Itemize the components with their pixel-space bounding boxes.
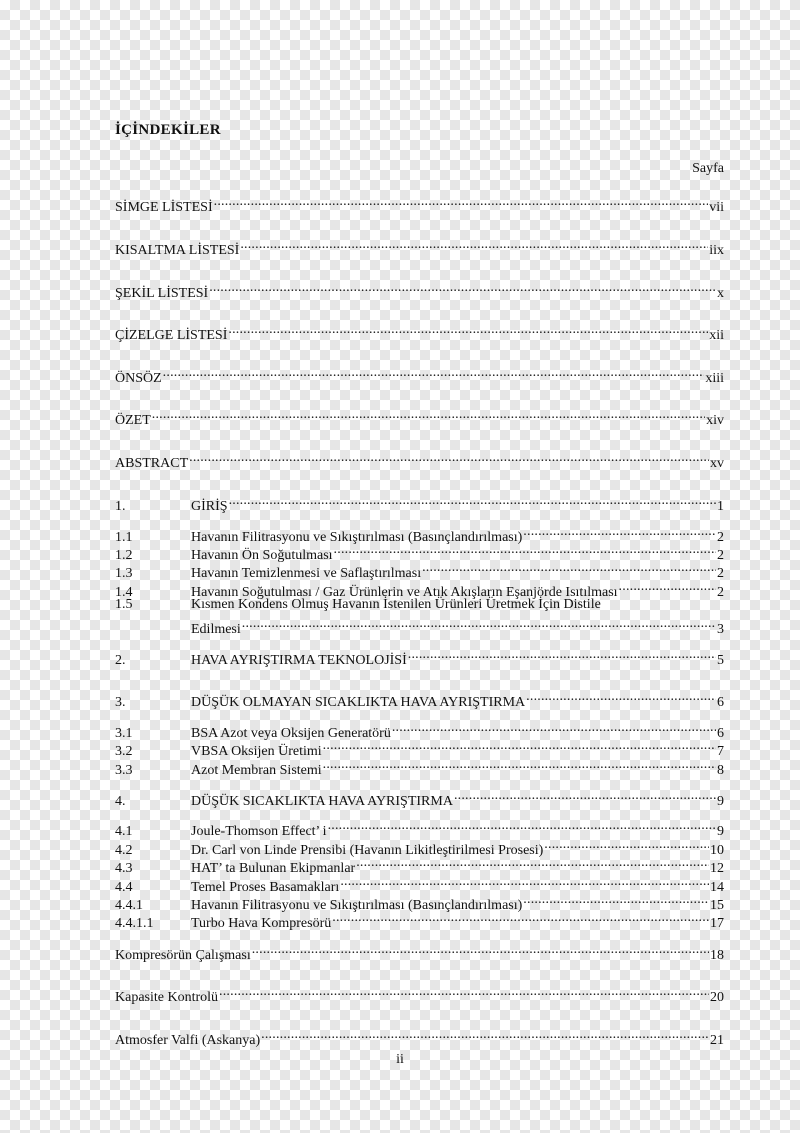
toc-entry[interactable] [115,1026,724,1048]
entry-title: ÖZET [115,413,151,428]
dot-leader [242,615,716,633]
toc-entry[interactable] [115,756,724,778]
entry-number: 4.1 [115,824,133,839]
entry-title: Havanın Soğutulması / Gaz Ürünlerin ve Atık Akışların Eşanjörde Isıtılması [191,585,618,600]
dot-leader [323,756,716,774]
dot-leader [229,492,716,510]
entry-page: 8 [717,763,724,778]
entry-page: xiii [705,371,724,386]
toc-entry[interactable] [115,578,724,600]
entry-title: Havanın Ön Soğutulması [191,548,333,563]
toc-entry[interactable] [115,193,724,215]
dot-leader [544,836,709,854]
entry-page: 15 [710,898,724,913]
entry-number: 4.3 [115,861,133,876]
toc-entry[interactable] [115,854,724,876]
dot-leader [219,983,709,1001]
entry-page: 21 [710,1033,724,1048]
entry-title: Turbo Hava Kompresörü [191,916,332,931]
dot-leader [328,817,716,835]
entry-page: 17 [710,916,724,931]
toc-entry[interactable] [115,737,724,759]
entry-page: 3 [717,622,724,637]
toc-entry[interactable] [115,891,724,913]
entry-title: ÇİZELGE LİSTESİ [115,328,228,343]
entry-number: 3.2 [115,744,133,759]
entry-number: 4. [115,794,126,809]
entry-title: Edilmesi [191,622,241,637]
toc-entry[interactable] [115,688,724,710]
dot-leader [454,787,716,805]
entry-number: 4.4 [115,880,133,895]
entry-title: Joule-Thomson Effect’ i [191,824,327,839]
entry-number: 4.4.1.1 [115,916,154,931]
entry-page: 9 [717,824,724,839]
toc-entry[interactable] [115,909,724,931]
dot-leader [523,523,716,541]
entry-page: 10 [710,843,724,858]
entry-number: 1.3 [115,566,133,581]
entry-number: 1. [115,499,126,514]
dot-leader [323,737,716,755]
entry-page: x [717,286,724,301]
toc-entry[interactable] [115,873,724,895]
toc-entry[interactable] [115,941,724,963]
entry-title: Havanın Filitrasyonu ve Sıkıştırılması (Basınçlandırılması) [191,898,523,913]
toc-entry[interactable] [115,406,724,428]
entry-title: HAT’ ta Bulunan Ekipmanlar [191,861,356,876]
entry-page: 2 [717,566,724,581]
toc-entry[interactable] [115,787,724,809]
toc-entry[interactable] [115,364,724,386]
entry-title: DÜŞÜK OLMAYAN SICAKLIKTA HAVA AYRIŞTIRMA [191,695,526,710]
entry-page: 2 [717,585,724,600]
dot-leader [240,236,708,254]
entry-page: 6 [717,695,724,710]
toc-entry-continuation[interactable] [115,615,724,637]
entry-title: SİMGE LİSTESİ [115,200,213,215]
entry-title: ABSTRACT [115,456,189,471]
entry-title: BSA Azot veya Oksijen Generatörü [191,726,391,741]
dot-leader [189,449,709,467]
dot-leader [356,854,709,872]
entry-title: Kapasite Kontrolü [115,990,219,1005]
entry-page: 18 [710,948,724,963]
entry-title: Atmosfer Valfi (Askanya) [115,1033,261,1048]
dot-leader [523,891,709,909]
entry-number: 1.5 [115,597,133,612]
dot-leader [340,873,709,891]
entry-page: xiv [706,413,724,428]
entry-title: Dr. Carl von Linde Prensibi (Havanın Likitleştirilmesi Prosesi) [191,843,544,858]
entry-title: GİRİŞ [191,499,228,514]
entry-number: 1.2 [115,548,133,563]
entry-page: 7 [717,744,724,759]
entry-title: ŞEKİL LİSTESİ [115,286,209,301]
entry-number: 3.3 [115,763,133,778]
dot-leader [163,364,705,382]
dot-leader [422,559,716,577]
toc-entry[interactable] [115,559,724,581]
toc-entry[interactable] [115,836,724,858]
dot-leader [526,688,716,706]
dot-leader [408,646,716,664]
toc-entry[interactable] [115,279,724,301]
entry-title: Havanın Filitrasyonu ve Sıkıştırılması (Basınçlandırılması) [191,530,523,545]
dot-leader [209,279,716,297]
toc-entry[interactable] [115,449,724,471]
page-number: ii [396,1052,404,1067]
entry-title: Kompresörün Çalışması [115,948,251,963]
entry-title: VBSA Oksijen Üretimi [191,744,322,759]
toc-entry[interactable] [115,983,724,1005]
entry-page: xii [709,328,724,343]
entry-page: 5 [717,653,724,668]
entry-title: Kısmen Kondens Olmuş Havanın İstenilen Ürünleri Üretmek İçin Distile [191,597,601,612]
toc-entry[interactable] [115,492,724,514]
toc-entry[interactable] [115,321,724,343]
toc-entry[interactable] [115,596,724,614]
entry-title: Temel Proses Basamakları [191,880,340,895]
entry-title: Azot Membran Sistemi [191,763,322,778]
entry-number: 4.2 [115,843,133,858]
entry-title: HAVA AYRIŞTIRMA TEKNOLOJİSİ [191,653,407,668]
entry-number: 4.4.1 [115,898,143,913]
toc-entry[interactable] [115,523,724,545]
dot-leader [214,193,709,211]
toc-entry[interactable] [115,817,724,839]
entry-page: 1 [717,499,724,514]
dot-leader [619,578,716,596]
page-column-label: Sayfa [692,161,724,176]
dot-leader [228,321,708,339]
entry-page: vii [709,200,724,215]
dot-leader [332,909,709,927]
entry-number: 1.1 [115,530,133,545]
entry-number: 3. [115,695,126,710]
entry-title: KISALTMA LİSTESİ [115,243,240,258]
entry-page: 6 [717,726,724,741]
entry-number: 1.4 [115,585,133,600]
entry-page: 2 [717,530,724,545]
entry-page: 9 [717,794,724,809]
dot-leader [261,1026,709,1044]
entry-page: 20 [710,990,724,1005]
entry-page: 14 [710,880,724,895]
entry-number: 3.1 [115,726,133,741]
toc-entry[interactable] [115,541,724,563]
entry-page: iix [709,243,724,258]
entry-number: 2. [115,653,126,668]
entry-page: xv [710,456,724,471]
toc-entry[interactable] [115,236,724,258]
dot-leader [334,541,716,559]
dot-leader [392,719,716,737]
entry-page: 12 [710,861,724,876]
toc-entry[interactable] [115,719,724,741]
entry-title: Havanın Temizlenmesi ve Saflaştırılması [191,566,422,581]
entry-page: 2 [717,548,724,563]
toc-heading: İÇİNDEKİLER [115,122,221,138]
dot-leader [152,406,705,424]
entry-title: ÖNSÖZ [115,371,162,386]
toc-entry[interactable] [115,646,724,668]
dot-leader [252,941,709,959]
entry-title: DÜŞÜK SICAKLIKTA HAVA AYRIŞTIRMA [191,794,453,809]
